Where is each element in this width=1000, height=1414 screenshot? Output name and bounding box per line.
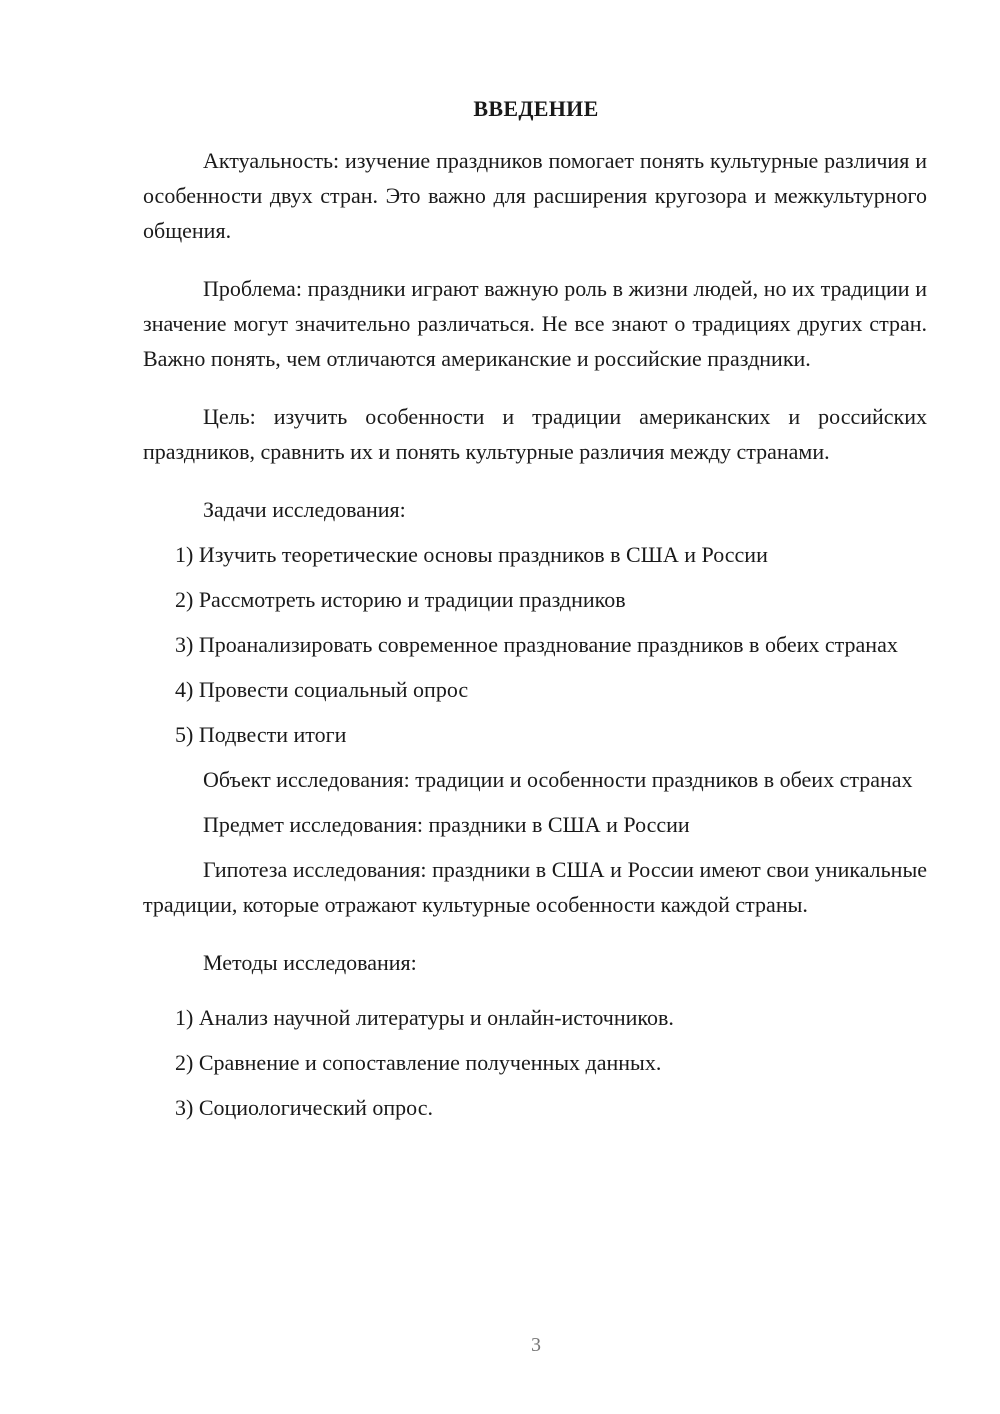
method-item-1: 1) Анализ научной литературы и онлайн-источников. <box>175 1005 674 1030</box>
task-item-2: 2) Рассмотреть историю и традиции праздников <box>175 587 626 612</box>
body-text-block <box>143 143 927 1125</box>
object-paragraph: Объект исследования: традиции и особенности праздников в обеих странах <box>203 767 913 792</box>
tasks-title: Задачи исследования: <box>203 497 406 522</box>
method-item-2: 2) Сравнение и сопоставление полученных данных. <box>175 1050 662 1075</box>
method-item-3: 3) Социологический опрос. <box>175 1095 433 1120</box>
problem-paragraph: Проблема: праздники играют важную роль в жизни людей, но их традиции и значение могут значительно различаться. Не все знают о традициях других стран. Важно понять, чем отличаются американские и российские праздники. <box>143 276 927 371</box>
page-number: 3 <box>531 1334 541 1356</box>
hypothesis-paragraph: Гипотеза исследования: праздники в США и России имеют свои уникальные традиции, которые отражают культурные особенности каждой страны. <box>143 857 927 917</box>
methods-title: Методы исследования: <box>203 950 417 975</box>
task-item-3: 3) Проанализировать современное празднование праздников в обеих странах <box>175 632 898 657</box>
subject-paragraph: Предмет исследования: праздники в США и России <box>203 812 690 837</box>
relevance-paragraph: Актуальность: изучение праздников помогает понять культурные различия и особенности двух стран. Это важно для расширения кругозора и межкультурного общения. <box>143 148 927 243</box>
goal-paragraph: Цель: изучить особенности и традиции американских и российских праздников, сравнить их и понять культурные различия между странами. <box>143 404 927 464</box>
section-heading: ВВЕДЕНИЕ <box>473 96 599 121</box>
task-item-4: 4) Провести социальный опрос <box>175 677 469 702</box>
task-item-5: 5) Подвести итоги <box>175 722 347 747</box>
task-item-1: 1) Изучить теоретические основы праздников в США и России <box>175 542 768 567</box>
